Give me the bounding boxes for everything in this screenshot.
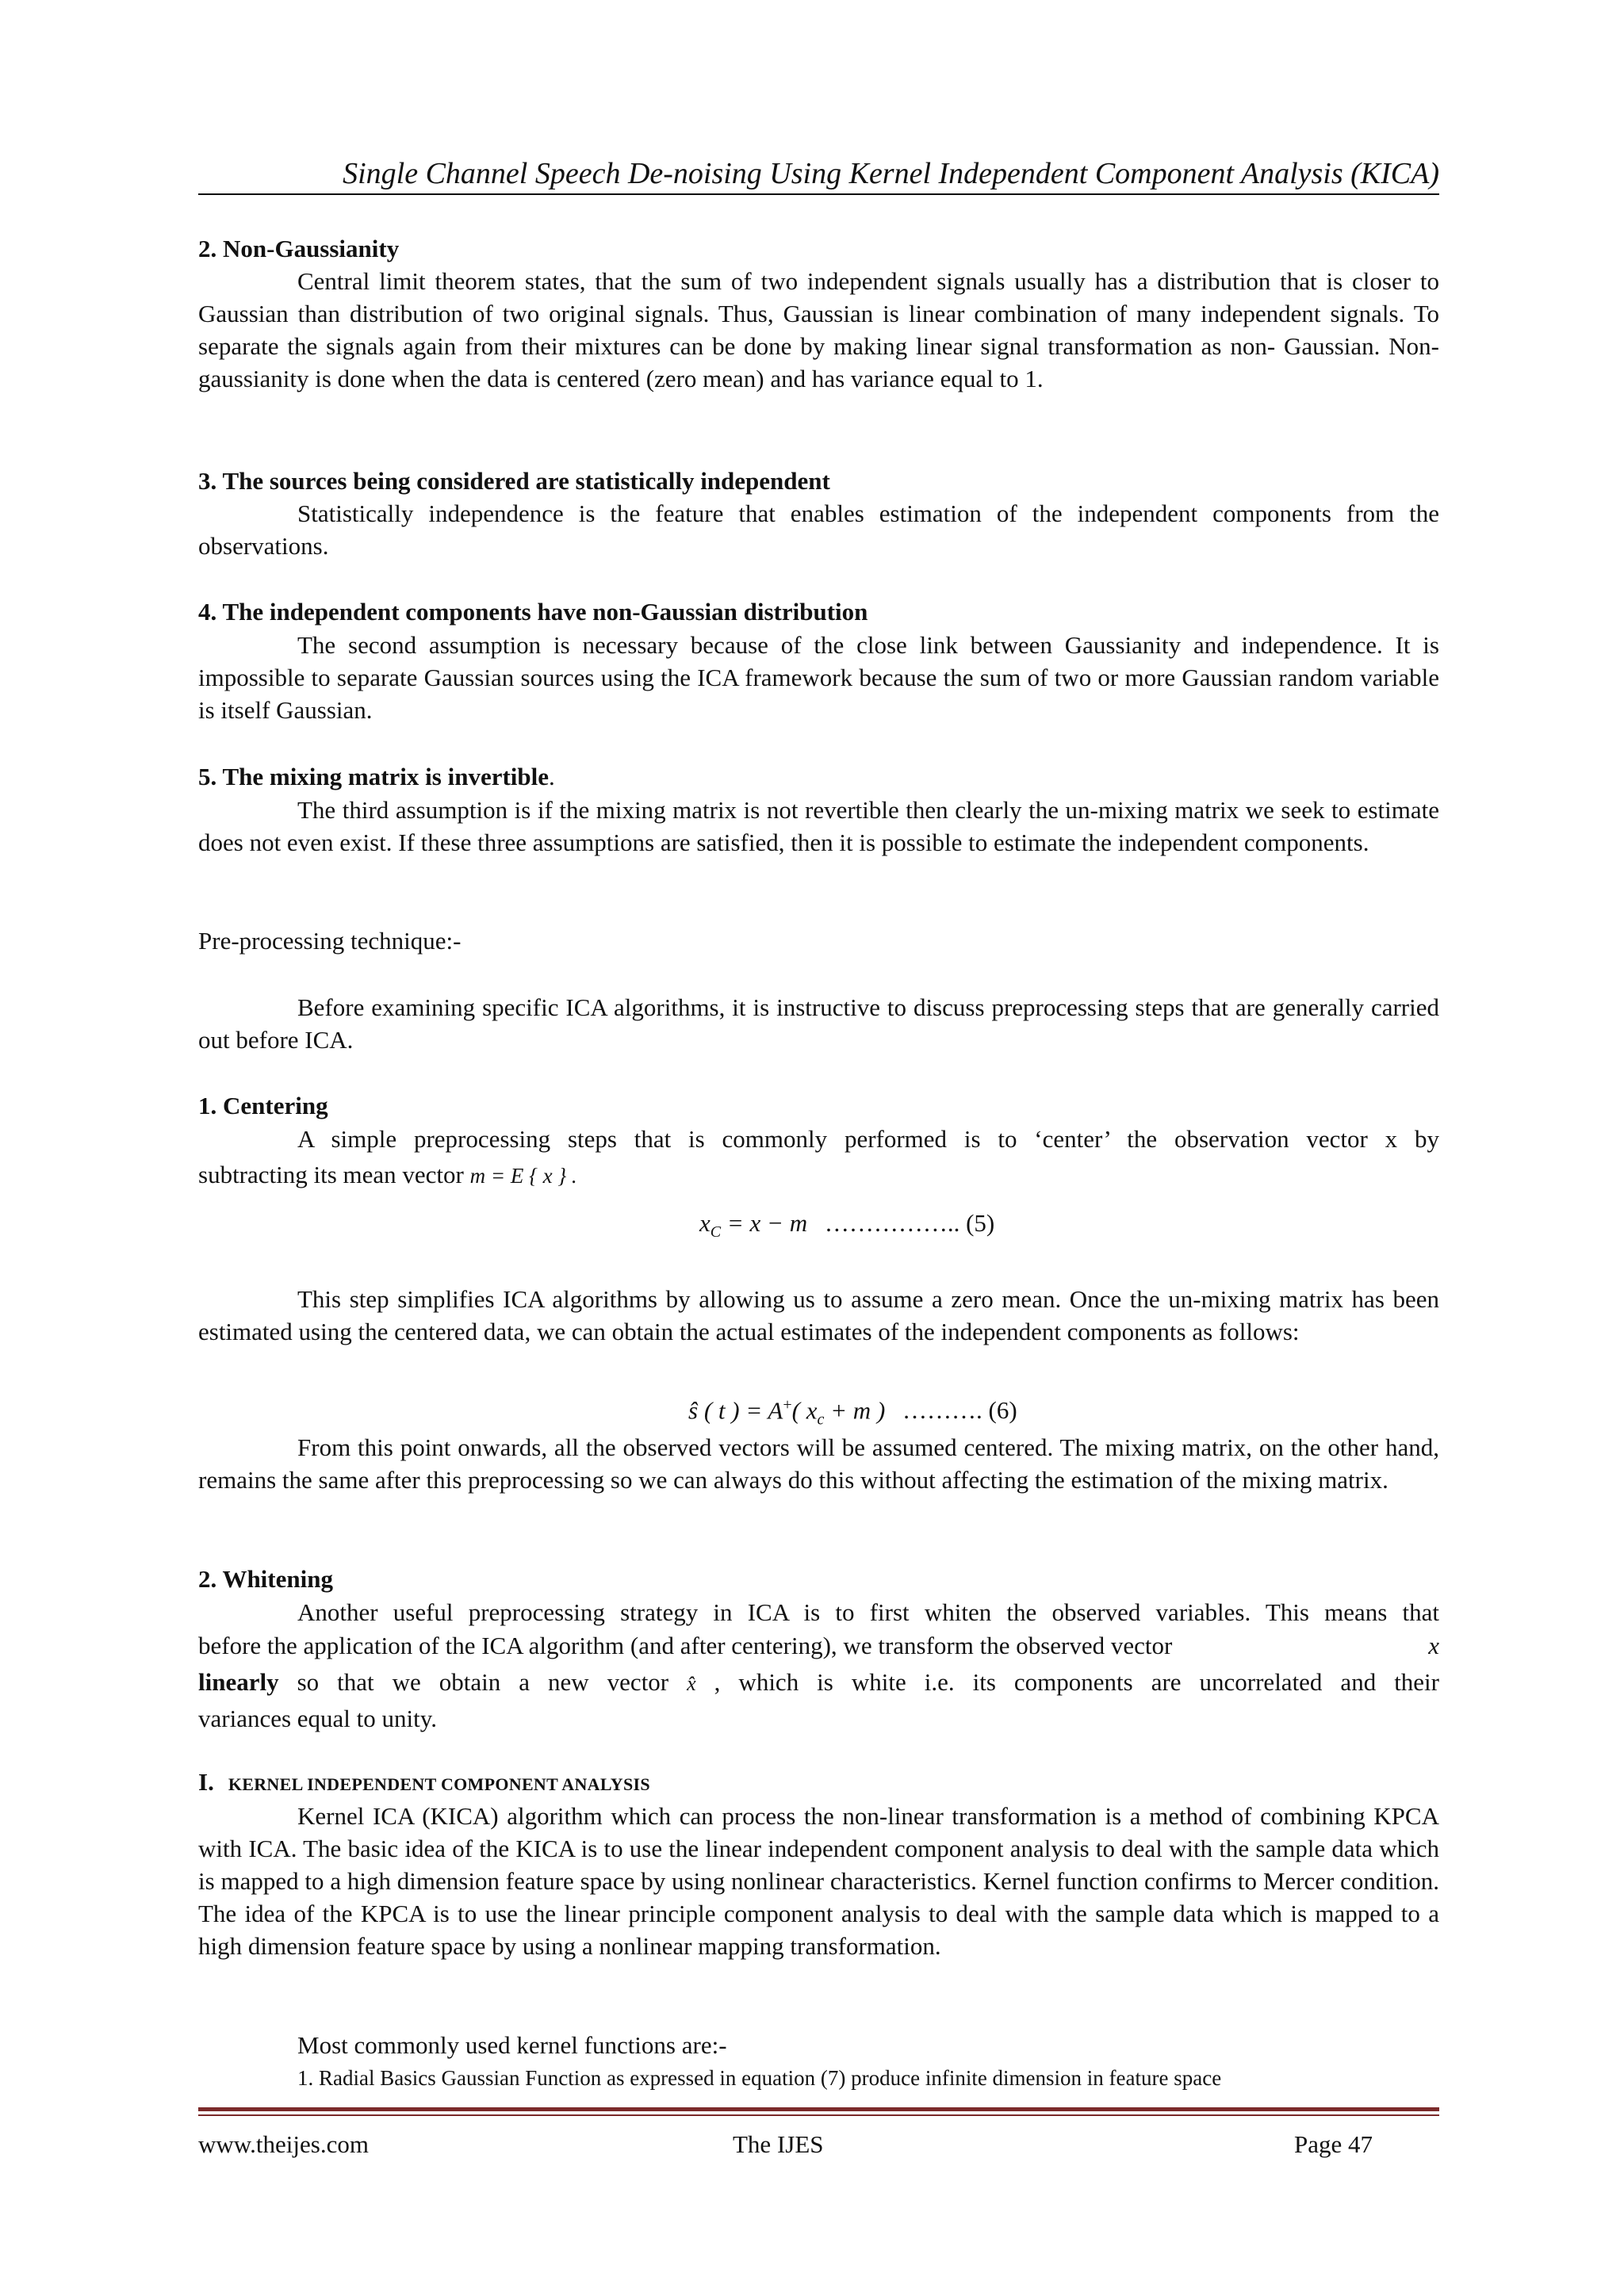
para-kica: Kernel ICA (KICA) algorithm which can process the non-linear transformation is a method of combining KPCA with ICA. The basic idea of the KICA is to use the linear independent component analysis to deal with the sample data which is mapped to a high dimension feature space by using nonlinear characteristics. Kernel function confirms to Mercer condition. The idea of the KPCA is to use the linear principle component analysis to deal with the sample data which is mapped to a high dimension feature space by using a nonlinear mapping transformation.	[198, 1802, 1439, 1960]
whitening-line3	[198, 1666, 1439, 1700]
whitening-line3-a: so that we obtain a new vector	[278, 1668, 669, 1696]
whitening-line3-b: , which is white i.e. its components are uncorrelated and their	[695, 1668, 1439, 1696]
footer-rule-thin	[198, 2114, 1439, 2116]
whitening-line2-text: before the application of the ICA algorithm (and after centering), we transform the observed vector	[198, 1632, 1173, 1659]
eq6-tag: ………. (6)	[902, 1396, 1017, 1425]
footer-site: www.theijes.com	[198, 2130, 369, 2158]
para-non-gaussian-distribution: The second assumption is necessary because of the close link between Gaussianity and independence. It is impossible to separate Gaussian sources using the ICA framework because the sum of two or more Gaussian random variable is itself Gaussian.	[198, 631, 1439, 724]
heading-non-gaussianity: 2. Non-Gaussianity	[198, 235, 400, 262]
eq6-part-b: ( x	[791, 1396, 818, 1425]
eq6-part-a: ŝ ( t ) = A	[688, 1396, 783, 1425]
whitening-line4: variances equal to unity.	[198, 1705, 437, 1732]
whitening-line1: Another useful preprocessing strategy in ICA is to first whiten the observed variables. This means that	[297, 1598, 1439, 1626]
kica-numeral: I.	[198, 1768, 214, 1796]
heading-mixing-matrix-invertible	[198, 760, 555, 793]
eq5-subscript: C	[710, 1223, 722, 1242]
eq5-tag: …………….. (5)	[824, 1209, 995, 1237]
para-centering-3: From this point onwards, all the observed vectors will be assumed centered. The mixing matrix, on the other hand, remains the same after this preprocessing so we can always do this without affecting the estimation of the mixing matrix.	[198, 1433, 1439, 1494]
footer-rule-thick	[198, 2107, 1439, 2111]
para-centering-line1: A simple preprocessing steps that is commonly performed is to ‘center’ the observation vector x by	[297, 1125, 1439, 1153]
footer-journal: The IJES	[733, 2130, 824, 2158]
heading-non-gaussian-distribution: 4. The independent components have non-Gaussian distribution	[198, 598, 868, 626]
equation-6	[688, 1389, 1017, 1437]
header-rule	[198, 193, 1439, 195]
kica-heading-text: KERNEL INDEPENDENT COMPONENT ANALYSIS	[228, 1774, 650, 1794]
kernel-list-item-1: 1. Radial Basics Gaussian Function as expressed in equation (7) produce infinite dimension in feature space	[297, 2066, 1222, 2090]
para-non-gaussianity: Central limit theorem states, that the sum of two independent signals usually has a distribution that is closer to Gaussian than distribution of two original signals. Thus, Gaussian is linear combination of many independent signals. To separate the signals again from their mixtures can be done by making linear signal transformation as non- Gaussian. Non-gaussianity is done when the data is centered (zero mean) and has variance equal to 1.	[198, 267, 1439, 392]
running-header: Single Channel Speech De-noising Using Kernel Independent Component Analysis (KICA)	[343, 157, 1439, 190]
heading-kica	[198, 1768, 650, 1797]
centering-prefix: subtracting its mean vector	[198, 1161, 464, 1188]
eq6-part-c: + m )	[824, 1396, 886, 1425]
whitening-line2	[198, 1629, 1439, 1662]
whitening-linearly: linearly	[198, 1668, 279, 1696]
kernels-intro: Most commonly used kernel functions are:-	[297, 2031, 727, 2059]
para-centering-line2	[198, 1158, 577, 1192]
para-mixing-matrix-invertible: The third assumption is if the mixing matrix is not revertible then clearly the un-mixing matrix we seek to estimate does not even exist. If these three assumptions are satisfied, then it is possible to estimate the independent components.	[198, 796, 1439, 856]
equation-5	[699, 1207, 994, 1249]
eq5-rhs: = x − m	[721, 1209, 808, 1237]
eq6-superscript: +	[783, 1396, 792, 1414]
para-preprocessing: Before examining specific ICA algorithms, it is instructive to discuss preprocessing steps that are generally carried out before ICA.	[198, 993, 1439, 1054]
eq6-subscript: c	[817, 1410, 825, 1429]
heading-centering: 1. Centering	[198, 1092, 328, 1119]
heading-mixing-matrix-period: .	[549, 763, 555, 790]
heading-mixing-matrix-text: 5. The mixing matrix is invertible	[198, 763, 550, 790]
para-statistically-independent: Statistically independence is the feature that enables estimation of the independent components from the observations.	[198, 499, 1439, 560]
heading-whitening: 2. Whitening	[198, 1565, 333, 1593]
eq5-lhs: x	[699, 1209, 710, 1237]
para-centering-2: This step simplifies ICA algorithms by allowing us to assume a zero mean. Once the un-mixing matrix has been estimated using the centered data, we can obtain the actual estimates of the independent components as follows:	[198, 1285, 1439, 1345]
whitening-var-xhat: x̂	[687, 1672, 696, 1695]
footer-page: Page 47	[1294, 2130, 1373, 2158]
preprocessing-label: Pre-processing technique:-	[198, 927, 462, 955]
mean-definition: m = E { x } .	[469, 1164, 577, 1188]
whitening-var-x: x	[1428, 1632, 1439, 1659]
heading-statistically-independent: 3. The sources being considered are statistically independent	[198, 467, 830, 495]
